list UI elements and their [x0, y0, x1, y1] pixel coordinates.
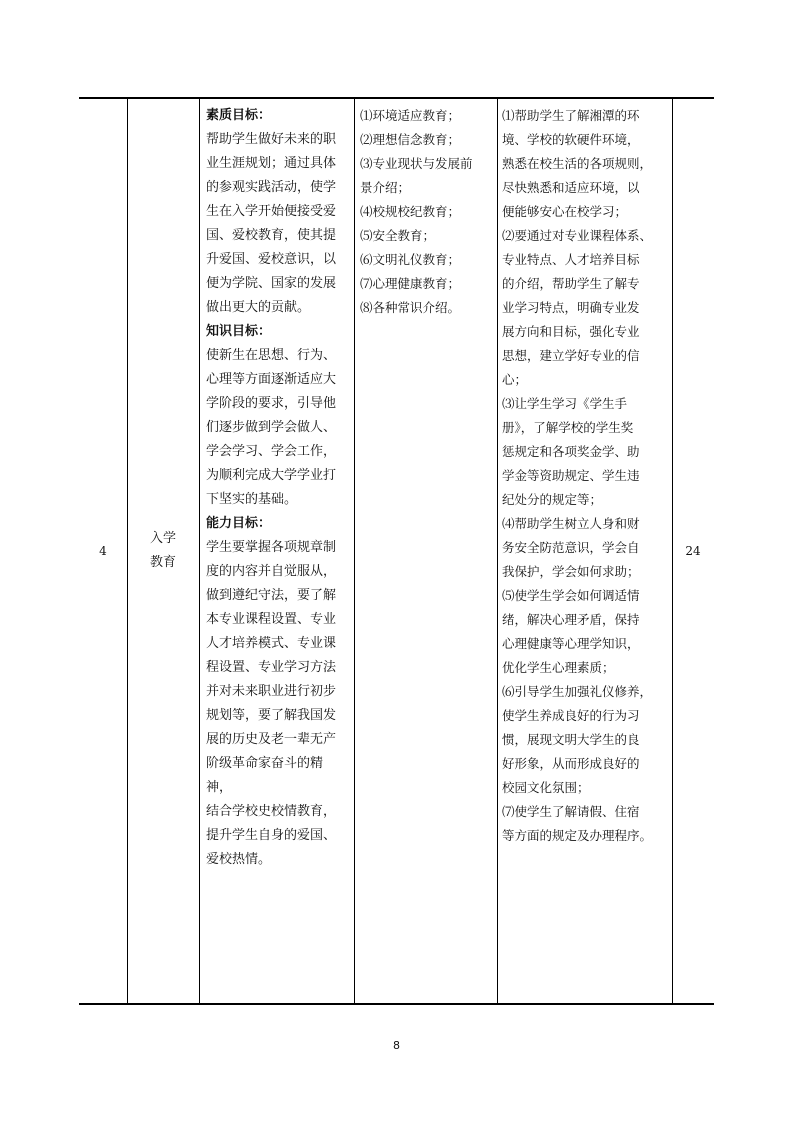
goal-line: 爱校热情。	[206, 852, 272, 867]
content-line: ⑹文明礼仪教育；	[360, 252, 461, 267]
goal-line: 帮助学生做好未来的职	[206, 132, 337, 147]
requirements-cell	[497, 99, 672, 1003]
goal-line: 使新生在思想、行为、	[206, 348, 337, 363]
goal-line: 程设置、专业学习方法	[206, 660, 337, 675]
goal-line: 做出更大的贡献。	[206, 300, 311, 315]
content-cell	[354, 99, 497, 1003]
content-text	[354, 99, 497, 320]
goal-line: 展的历史及老一辈无产	[206, 732, 337, 747]
requirement-line: 境、学校的软硬件环境，	[502, 132, 640, 147]
goal-line: 阶级革命家奋斗的精神，	[206, 756, 324, 795]
requirement-line: ⑴帮助学生了解湘潭的环	[502, 108, 640, 123]
goal-line: 生在入学开始便接受爱	[206, 204, 337, 219]
goal-line: 国、爱校教育，使其提	[206, 228, 337, 243]
goal-line: 升爱国、爱校意识，以	[206, 252, 337, 267]
goal-line: 结合学校史校情教育，	[206, 804, 337, 819]
requirement-line: ⑺使学生了解请假、住宿	[502, 804, 640, 819]
requirement-line: 我保护，学会如何求助；	[502, 564, 640, 579]
requirement-line: 等方面的规定及办理程序。	[502, 828, 653, 843]
goal-line: 本专业课程设置、专业	[206, 612, 337, 627]
requirement-line: 绪，解决心理矛盾，保持	[502, 612, 640, 627]
goal-line: 心理等方面逐渐适应大	[206, 372, 337, 387]
content-line: ⑺心理健康教育；	[360, 276, 461, 291]
goal-line: 的参观实践活动，使学	[206, 180, 337, 195]
content-line: ⑻各种常识介绍。	[360, 300, 461, 315]
goal-line: 提升学生自身的爱国、	[206, 828, 337, 843]
requirement-line: 优化学生心理素质；	[502, 660, 615, 675]
requirement-line: ⑵要通过对专业课程体系、	[502, 228, 653, 243]
requirement-line: 专业特点、人才培养目标	[502, 252, 640, 267]
requirement-line: 纪处分的规定等；	[502, 492, 603, 507]
requirement-line: 使学生养成良好的行为习	[502, 708, 640, 723]
content-line: ⑵理想信念教育；	[360, 132, 461, 147]
content-line: ⑶专业现状与发展前	[360, 156, 473, 171]
requirement-line: 的介绍，帮助学生了解专	[502, 276, 640, 291]
requirement-line: 学金等资助规定、学生违	[502, 468, 640, 483]
requirement-line: 惯，展现文明大学生的良	[502, 732, 640, 747]
requirement-line: 好形象，从而形成良好的	[502, 756, 640, 771]
course-name-cell	[127, 99, 199, 1003]
goal-line: 下坚实的基础。	[206, 492, 298, 507]
requirement-line: 校园文化氛围；	[502, 780, 590, 795]
requirement-line: ⑶让学生学习《学生手	[502, 396, 628, 411]
requirement-line: 心；	[502, 372, 528, 387]
course-name-line: 教育	[149, 555, 176, 570]
requirement-line: 心理健康等心理学知识，	[502, 636, 640, 651]
goal-line: 做到遵纪守法，要了解	[206, 588, 337, 603]
requirement-line: 惩规定和各项奖金学、助	[502, 444, 640, 459]
requirement-line: 便能够安心在校学习；	[502, 204, 628, 219]
goal-line: 们逐步做到学会做人、	[206, 420, 337, 435]
course-name	[150, 527, 176, 575]
goal-heading: 能力目标：	[206, 516, 272, 531]
goal-line: 便为学院、国家的发展	[206, 276, 337, 291]
content-line: ⑷校规校纪教育；	[360, 204, 461, 219]
goal-line: 人才培养模式、专业课	[206, 636, 337, 651]
hours-value: 24	[685, 544, 701, 558]
goals-text	[199, 99, 354, 872]
requirement-line: 熟悉在校生活的各项规则，	[502, 156, 653, 171]
curriculum-table	[79, 97, 714, 1005]
goal-line: 业生涯规划；通过具体	[206, 156, 337, 171]
goal-line: 为顺利完成大学学业打	[206, 468, 337, 483]
requirement-line: ⑷帮助学生树立人身和财	[502, 516, 640, 531]
requirement-line: 尽快熟悉和适应环境，以	[502, 180, 640, 195]
goal-line: 学生要掌握各项规章制	[206, 540, 337, 555]
requirement-line: 展方向和目标，强化专业	[502, 324, 640, 339]
goal-line: 规划等，要了解我国发	[206, 708, 337, 723]
hours-cell	[672, 99, 714, 1003]
requirement-line: ⑹引导学生加强礼仪修养，	[502, 684, 653, 699]
content-line: ⑸安全教育；	[360, 228, 436, 243]
goal-line: 学阶段的要求，引导他	[206, 396, 337, 411]
requirement-line: 思想，建立学好专业的信	[502, 348, 640, 363]
goal-heading: 知识目标：	[206, 324, 272, 339]
goal-heading: 素质目标：	[206, 108, 272, 123]
goal-line: 度的内容并自觉服从，	[206, 564, 337, 579]
requirements-text	[497, 99, 672, 848]
content-line: 景介绍；	[360, 180, 411, 195]
requirement-line: ⑸使学生学会如何调适情	[502, 588, 640, 603]
goal-line: 学会学习、学会工作，	[206, 444, 337, 459]
page-number: 8	[393, 1039, 400, 1052]
requirement-line: 册》，了解学校的学生奖	[502, 420, 634, 435]
goals-cell	[199, 99, 354, 1003]
row-number: 4	[99, 544, 107, 558]
content-line: ⑴环境适应教育；	[360, 108, 461, 123]
requirement-line: 业学习特点，明确专业发	[502, 300, 640, 315]
course-name-line: 入学	[149, 531, 176, 546]
row-number-cell	[79, 99, 127, 1003]
goal-line: 并对未来职业进行初步	[206, 684, 337, 699]
requirement-line: 务安全防范意识，学会自	[502, 540, 640, 555]
